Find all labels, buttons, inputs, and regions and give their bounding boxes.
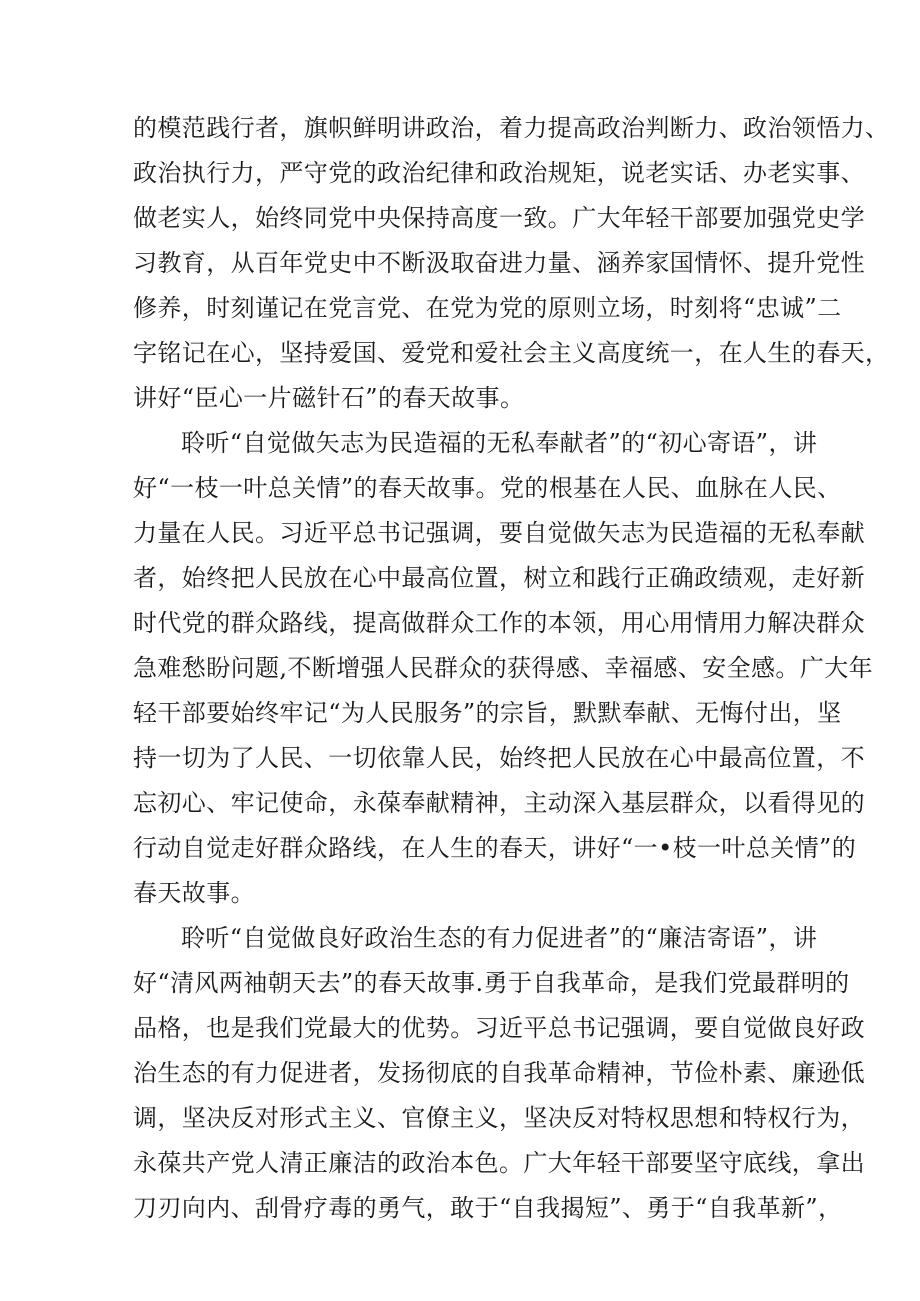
text-line: 治生态的有力促进者，发扬彻底的自我革命精神，节俭朴素、廉逊低 [133,1059,865,1087]
text-line: 时代党的群众路线，提高做群众工作的本领，用心用情用力解决群众 [133,609,865,637]
text-line: 永葆共产党人清正廉洁的政治本色。广大年轻干部要坚守底线，拿出 [133,1149,865,1177]
text-line: 刀刃向内、刮骨疗毒的勇气，敢于“自我揭短”、勇于“自我革新”， [133,1194,843,1222]
text-line: 急难愁盼问题,不断增强人民群众的获得感、幸福感、安全感。广大年 [133,654,874,682]
text-line: 做老实人，始终同党中央保持高度一致。广大年轻干部要加强党史学 [133,204,865,232]
text-line: 调，坚决反对形式主义、官僚主义，坚决反对特权思想和特权行为， [133,1104,865,1132]
text-line: 者，始终把人民放在心中最高位置，树立和践行正确政绩观，走好新 [133,564,865,592]
paragraph-first-line: 聆听“自觉做良好政治生态的有力促进者”的“廉洁寄语”，讲 [181,924,818,952]
text-line: 的模范践行者，旗帜鲜明讲政治，着力提高政治判断力、政治领悟力、 [133,114,890,142]
text-line: 字铭记在心，坚持爱国、爱党和爱社会主义高度统一，在人生的春天， [133,339,890,367]
text-line: 轻干部要始终牢记“为人民服务”的宗旨，默默奉献、无悔付出，坚 [133,699,842,727]
paragraph-first-line: 聆听“自觉做矢志为民造福的无私奉献者”的“初心寄语”，讲 [181,429,818,457]
text-line: 春天故事。 [133,879,255,907]
text-line: 讲好“臣心一片磁针石”的春天故事。 [133,384,525,412]
text-line: 政治执行力，严守党的政治纪律和政治规矩，说老实话、办老实事、 [133,159,865,187]
text-line: 力量在人民。习近平总书记强调，要自觉做矢志为民造福的无私奉献 [133,519,865,547]
text-line: 好“清风两袖朝天去”的春天故事.勇于自我革命，是我们党最群明的 [133,969,850,997]
text-line: 忘初心、牢记使命，永葆奉献精神，主动深入基层群众，以看得见的 [133,789,865,817]
text-line: 持一切为了人民、一切依靠人民，始终把人民放在心中最高位置，不 [133,744,865,772]
text-line: 修养，时刻谨记在党言党、在党为党的原则立场，时刻将“忠诚”二 [133,294,842,322]
text-line: 品格，也是我们党最大的优势。习近平总书记强调，要自觉做良好政 [133,1014,865,1042]
text-line: 好“一枝一叶总关情”的春天故事。党的根基在人民、血脉在人民、 [133,474,842,502]
text-line: 习教育，从百年党史中不断汲取奋进力量、涵养家国情怀、提升党性 [133,249,865,277]
text-line: 行动自觉走好群众路线，在人生的春天，讲好“一•枝一叶总关情”的 [133,834,857,862]
